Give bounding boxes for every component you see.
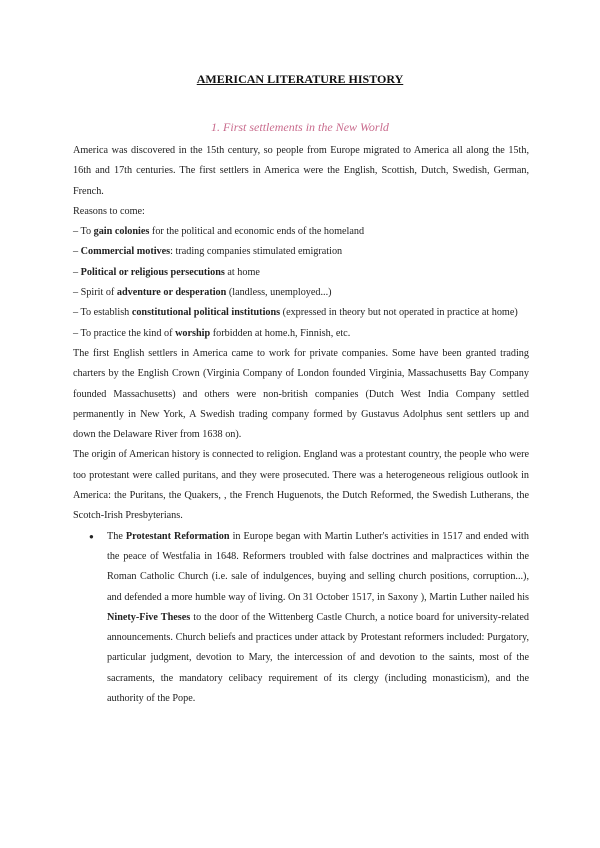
list-item: ● The Protestant Reformation in Europe began with Martin Luther's activities in 1517 and ended with the peace of Westfalia in 1648. Reformers troubled with false doctrines and malpractices within the Roman Catholic Church (i.e. sale of indulgences, buying and selling church positions, corruption...), and defended a more humble way of living. On 31 October 1517, in Saxony ), Martin Luther nailed his Ninety-Five Theses to the door of the Wittenberg Castle Church, a notice board for university-related announcements. Church beliefs and practices under attack by Protestant reformers included: Purgatory, particular judgment, devotion to Mary, the intercession of and devotion to the saints, most of the sacraments, the mandatory celibacy requirement of its clergy (including monasticism), and the authority of the Pope. (73, 527, 529, 710)
reason-item: – Political or religious persecutions at home (73, 266, 260, 278)
reason-keyword: Commercial motives (80, 246, 171, 258)
document-title: AMERICAN LITERATURE HISTORY (196, 72, 404, 86)
reasons-heading: Reasons to come: (73, 205, 145, 217)
reason-keyword: constitutional political institutions (131, 307, 281, 319)
reason-item: – Spirit of adventure or desperation (landless, unemployed...) (73, 287, 332, 299)
reason-keyword: adventure or desperation (116, 287, 227, 299)
reason-keyword: Political or religious persecutions (80, 266, 225, 278)
reason-item: – To practice the kind of worship forbidden at home.h, Finnish, etc. (73, 327, 351, 339)
reason-item: – To gain colonies for the political and economic ends of the homeland (73, 226, 365, 238)
section-heading: 1. First settlements in the New World (211, 120, 389, 134)
religion-paragraph: The origin of American history is connected to religion. England was a protestant country, the people who were too protestant were called puritans, and they were prosecuted. There was a heterogeneous religious outlook in America: the Puritans, the Quakers, , the French Huguenots, the Dutch Reformed, the Swedish Lutherans, the Scotch-Irish Presbyterians. (73, 449, 529, 522)
settlers-paragraph: The first English settlers in America came to work for private companies. Some have been granted trading charters by the English Crown (Virginia Company of London founded Virginia, Massachusetts Bay Company founded Massachusetts) and others were non-british companies (Dutch West India Company settled permanently in New York, A Swedish trading company formed by Gustavus Adolphus sent settlers up and down the Delaware River from 1638 on). (73, 347, 529, 441)
reason-item: – Commercial motives: trading companies stimulated emigration (73, 246, 343, 258)
reason-keyword: gain colonies (93, 226, 150, 238)
document-body (73, 141, 529, 709)
theses-keyword: Ninety-Five Theses (107, 611, 191, 623)
reason-keyword: worship (175, 327, 211, 339)
reason-item: – To establish constitutional political institutions (expressed in theory but not operated in practice at home) (73, 307, 518, 319)
reformation-keyword: Protestant Reformation (125, 530, 230, 542)
bullet-icon: ● (89, 531, 94, 541)
intro-paragraph: America was discovered in the 15th century, so people from Europe migrated to America all along the 15th, 16th and 17th centuries. The first settlers in America were the English, Scottish, Dutch, Swedish, German, French. (73, 145, 529, 197)
bullet-list (73, 527, 529, 710)
